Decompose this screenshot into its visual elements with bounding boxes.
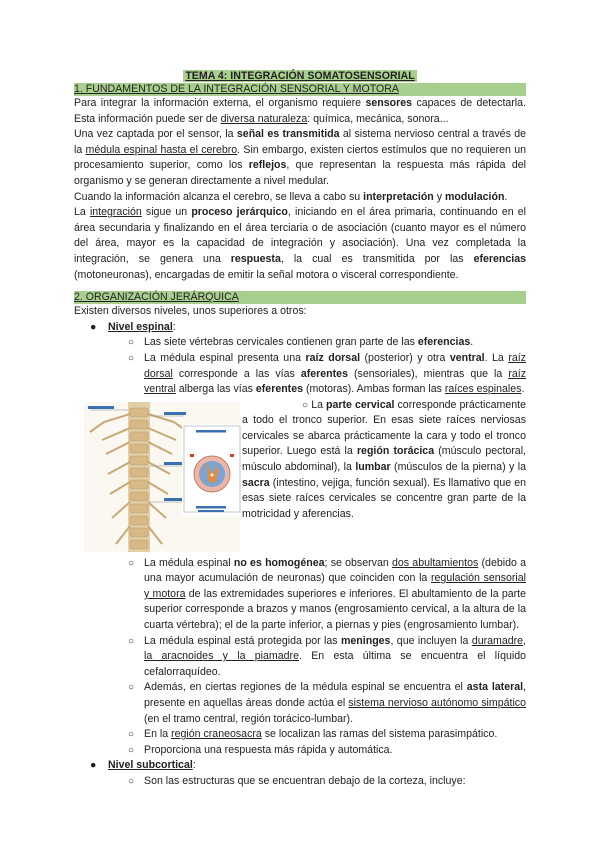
- list-item: ○ Además, en ciertas regiones de la médula espinal se encuentra el asta lateral, presente en aquellas áreas donde actúa el sistema nervioso autónomo simpático (en el tramo central, región torácico-lumbar).: [128, 681, 527, 725]
- circle-bullet-icon: ○: [128, 557, 135, 569]
- document-page: [74, 70, 526, 790]
- circle-bullet-icon: ○: [128, 635, 135, 647]
- bullet-icon: ●: [90, 759, 97, 772]
- list-item-subcortical-level: ● Nivel subcortical:: [74, 758, 526, 774]
- level-list-continued: [74, 556, 526, 790]
- paragraph-levels-intro: Existen diversos niveles, unos superiores a otros:: [74, 305, 307, 318]
- paragraph-integration: La integración sigue un proceso jerárquico, iniciando en el área primaria, continuando en el área secundaria y finalizando en el área terciaria o de asociación (cuanto mayor es el número del área, mayor es la capacidad de integración y asociación). Una vez completada la integración, se genera una respuesta, la cual es transmitida por las eferencias (motoneuronas), encargadas de emitir la señal motora o visceral correspondiente.: [74, 206, 526, 281]
- list-item: ○ Proporciona una respuesta más rápida y automática.: [74, 743, 526, 759]
- list-item: ○ Las siete vértebras cervicales contienen gran parte de las eferencias.: [74, 335, 526, 351]
- circle-bullet-icon: ○: [128, 776, 135, 787]
- spinal-cross-section-illustration: [182, 424, 242, 516]
- section-heading-1: 1. FUNDAMENTOS DE LA INTEGRACIÓN SENSORIAL Y MOTORA: [74, 83, 526, 96]
- paragraph-interpretation: Cuando la información alcanza el cerebro, se lleva a cabo su interpretación y modulación.: [74, 190, 508, 203]
- circle-bullet-icon: ○: [128, 744, 135, 756]
- bullet-icon: ●: [90, 320, 97, 333]
- paragraph-transmission: Una vez captada por el sensor, la señal es transmitida al sistema nervioso central a través de la médula espinal hasta el cerebro. Sin embargo, existen ciertos estímulos que no requieren un procesamiento superior, como los reflejos, que representan la respuesta más rápida del organismo y se generan directamente a nivel medular.: [74, 128, 526, 187]
- list-item-spinal-level: ● Nivel espinal:: [74, 320, 526, 336]
- list-item: ○ Son las estructuras que se encuentran debajo de la corteza, incluye:: [74, 774, 526, 790]
- circle-bullet-icon: ○: [128, 352, 135, 364]
- document-title: TEMA 4: INTEGRACIÓN SOMATOSENSORIAL: [185, 70, 415, 82]
- list-item: ○ La médula espinal no es homogénea; se observan dos abultamientos (debido a una mayor acumulación de neuronas) que coinciden con la regulación sensorial y motora de las extremidades superiores e inferiores. El abultamiento de la parte superior corresponde a brazos y manos (engrosamiento cervical, a la altura de la cuarta vértebra); el de la parte inferior, a piernas y pies (engrosamiento lumbar).: [128, 556, 527, 632]
- list-item: ○ La médula espinal está protegida por las meninges, que incluyen la duramadre, la aracnoides y la piamadre. En esta última se encuentra el líquido cefalorraquídeo.: [128, 634, 526, 678]
- circle-bullet-icon: ○: [128, 682, 135, 694]
- list-item: ○ La médula espinal presenta una raíz dorsal (posterior) y otra ventral. La raíz dorsal corresponde a las vías aferentes (sensoriales), mientras que la raíz ventral alberga las vías eferentes (motoras). Ambas forman las raíces espinales.: [128, 351, 526, 396]
- section-heading-2: 2. ORGANIZACIÓN JERÁRQUICA: [74, 291, 526, 304]
- circle-bullet-icon: ○: [128, 729, 135, 741]
- circle-bullet-icon: ○: [302, 399, 309, 411]
- list-item: ○ En la región craneosacra se localizan las ramas del sistema parasimpático.: [74, 727, 526, 743]
- circle-bullet-icon: ○: [128, 337, 135, 349]
- spinal-figure-block: [74, 398, 526, 556]
- paragraph-sensors: Para integrar la información externa, el organismo requiere sensores capaces de detectarla. Esta información puede ser de diversa naturaleza: química, mecánica, sonora...: [74, 97, 526, 125]
- cervical-paragraph: ○ La parte cervical corresponde prácticamente a todo el tronco superior. En esas siete raíces nerviosas cervicales se abarca prácticamente la cara y todo el tronco superior. Luego está la región torácica (músculo pectoral, músculo abdominal), la lumbar (músculos de la pierna) y la sacra (intestino, vejiga, función sexual). Es llamativo que en esas siete raíces cervicales se concentre gran parte de la motricidad y aferencias.: [242, 398, 526, 520]
- level-list: [74, 320, 526, 398]
